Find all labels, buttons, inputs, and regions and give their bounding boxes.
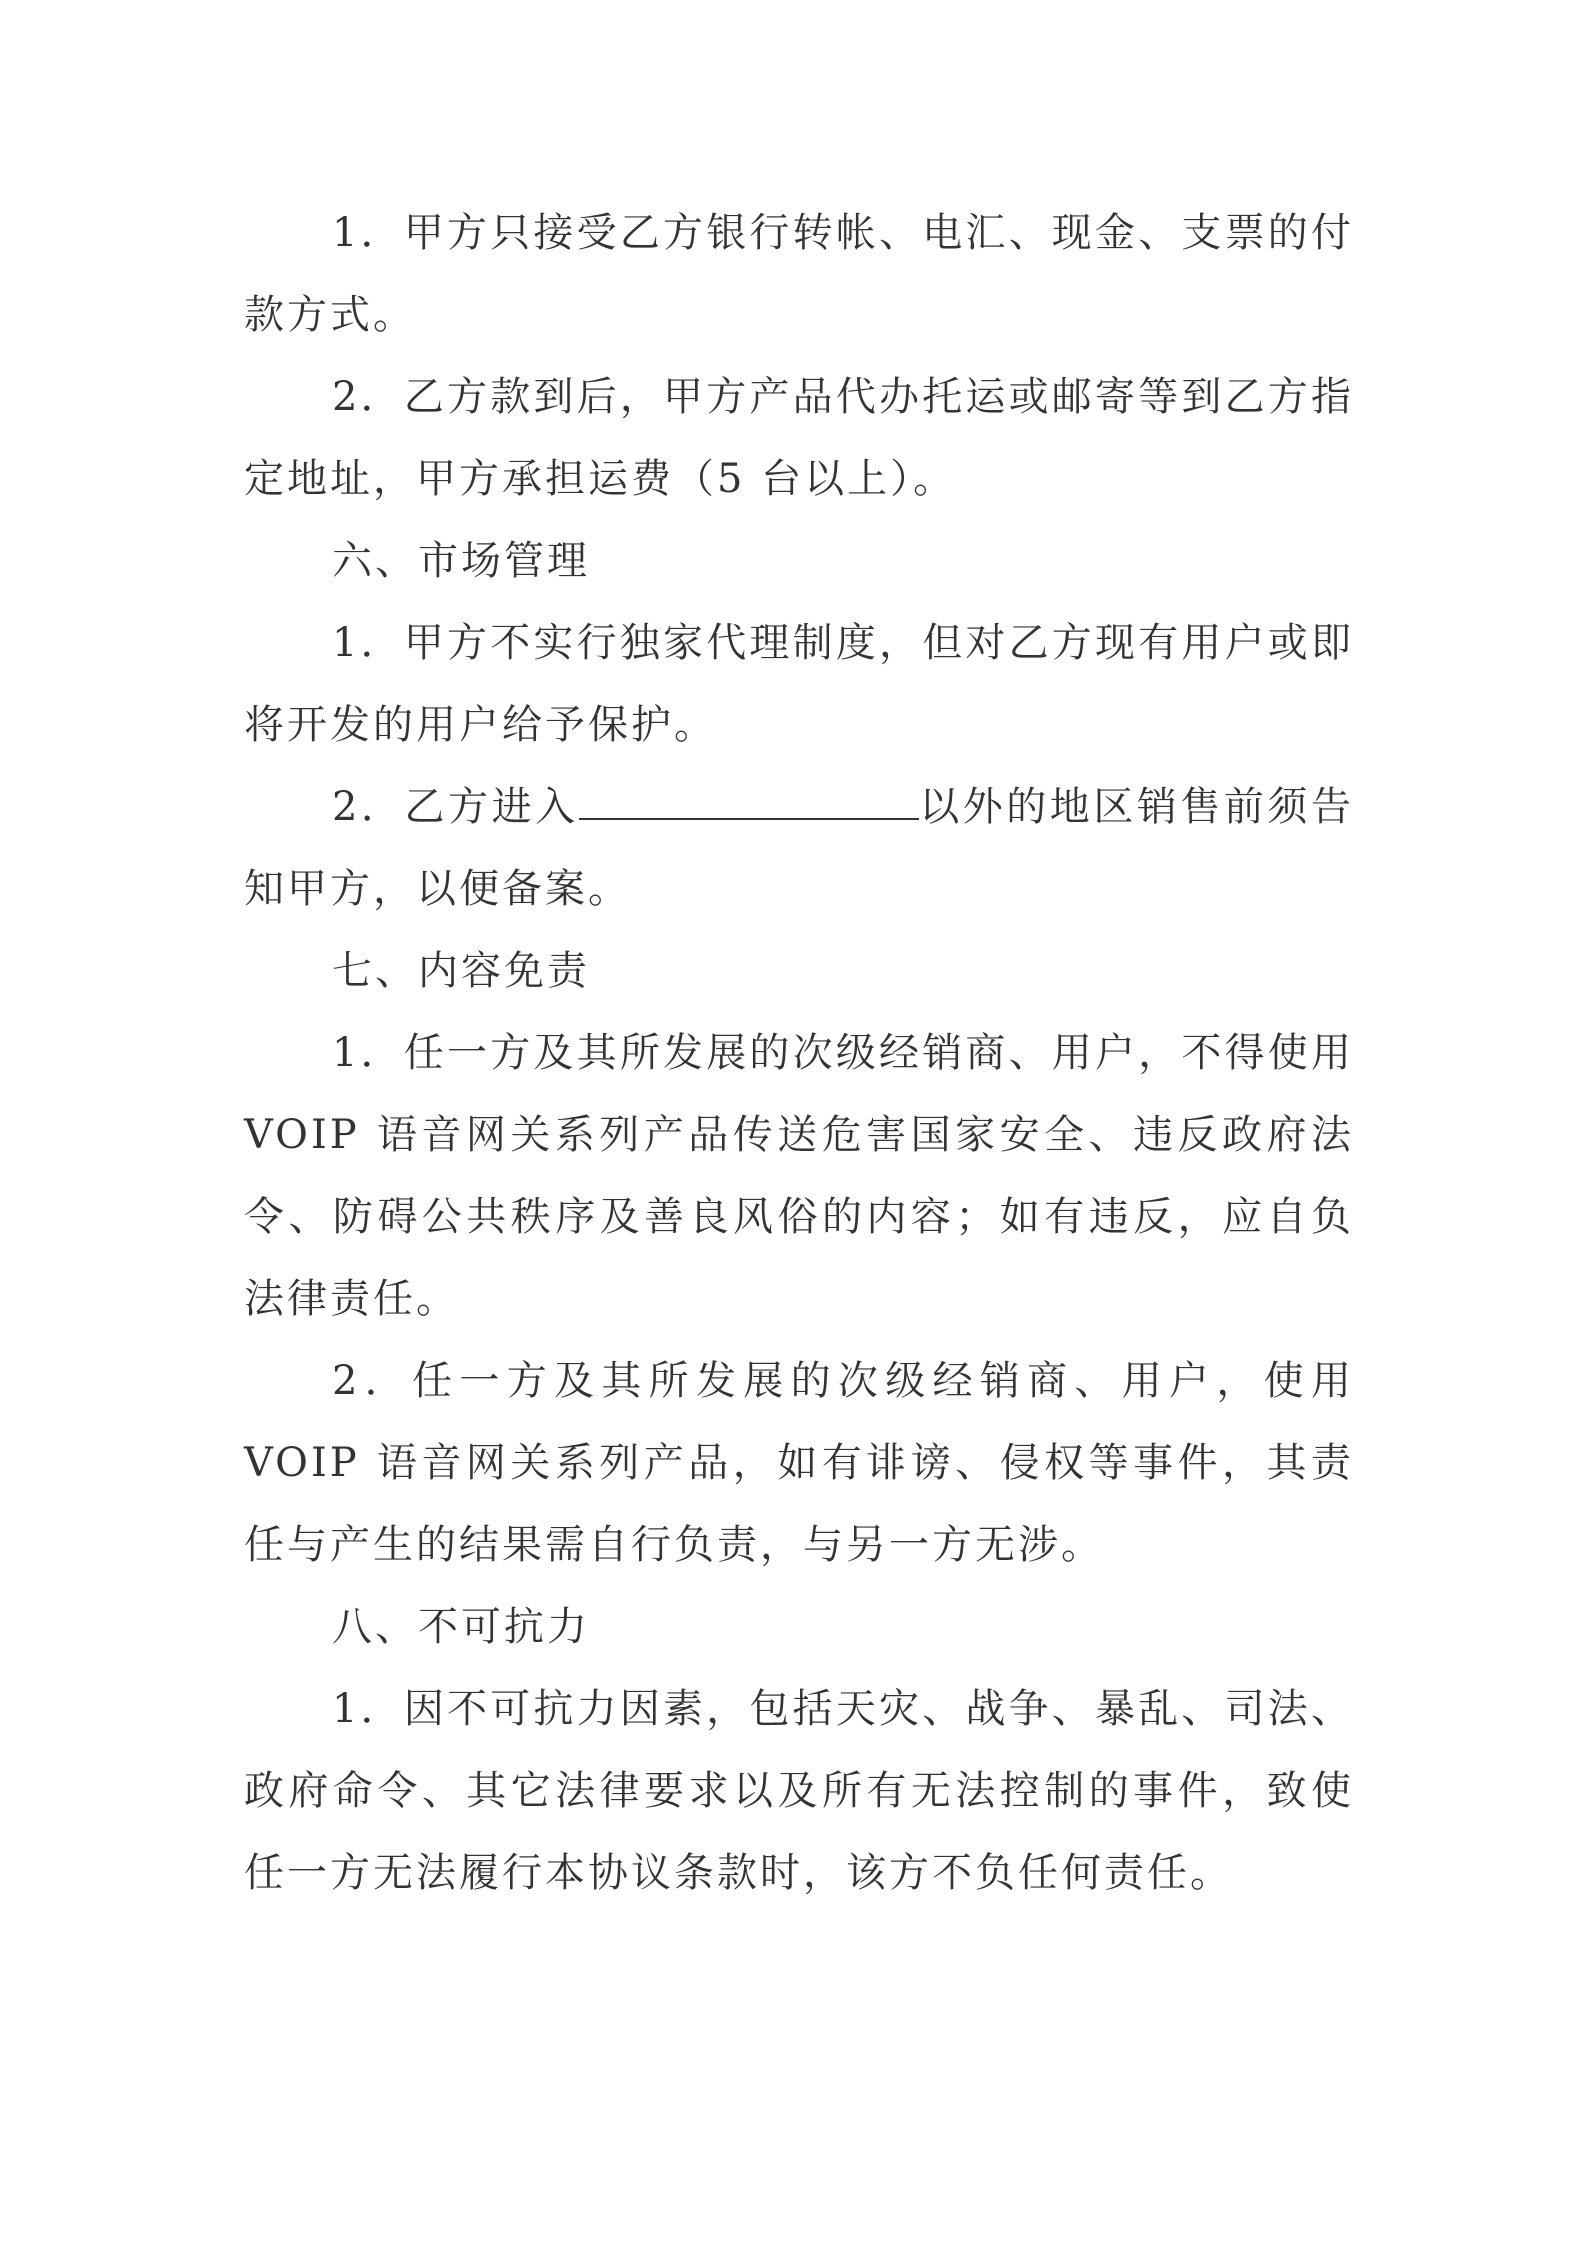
- payment-clause-1: 1．甲方只接受乙方银行转帐、电汇、现金、支票的付款方式。: [244, 210, 1354, 338]
- payment-clause-2: 2．乙方款到后，甲方产品代办托运或邮寄等到乙方指定地址，甲方承担运费（5 台以上）。: [244, 374, 1354, 502]
- market-clause-1: 1．甲方不实行独家代理制度，但对乙方现有用户或即将开发的用户给予保护。: [244, 620, 1354, 748]
- section-heading-disclaimer: 七、内容免责: [332, 948, 590, 994]
- document-page: [244, 192, 1354, 1914]
- market-clause-2-before: 2．乙方进入: [332, 784, 579, 830]
- region-blank-line: [579, 782, 919, 820]
- section-heading-market: 六、市场管理: [332, 538, 590, 584]
- disclaimer-clause-2: 2．任一方及其所发展的次级经销商、用户，使用 VOIP 语音网关系列产品，如有诽谤、侵权等事件，其责任与产生的结果需自行负责，与另一方无涉。: [244, 1358, 1354, 1568]
- force-majeure-clause-1: 1．因不可抗力因素，包括天灾、战争、暴乱、司法、政府命令、其它法律要求以及所有无法控制的事件，致使任一方无法履行本协议条款时，该方不负任何责任。: [244, 1686, 1354, 1896]
- market-clause-2-after: 以外的地区销售前须告知甲方，以便备案。: [244, 784, 1354, 912]
- disclaimer-clause-1: 1．任一方及其所发展的次级经销商、用户，不得使用 VOIP 语音网关系列产品传送危害国家安全、违反政府法令、防碍公共秩序及善良风俗的内容；如有违反，应自负法律责任。: [244, 1030, 1354, 1322]
- section-heading-force-majeure: 八、不可抗力: [332, 1604, 590, 1650]
- market-clause-2: [244, 766, 1354, 930]
